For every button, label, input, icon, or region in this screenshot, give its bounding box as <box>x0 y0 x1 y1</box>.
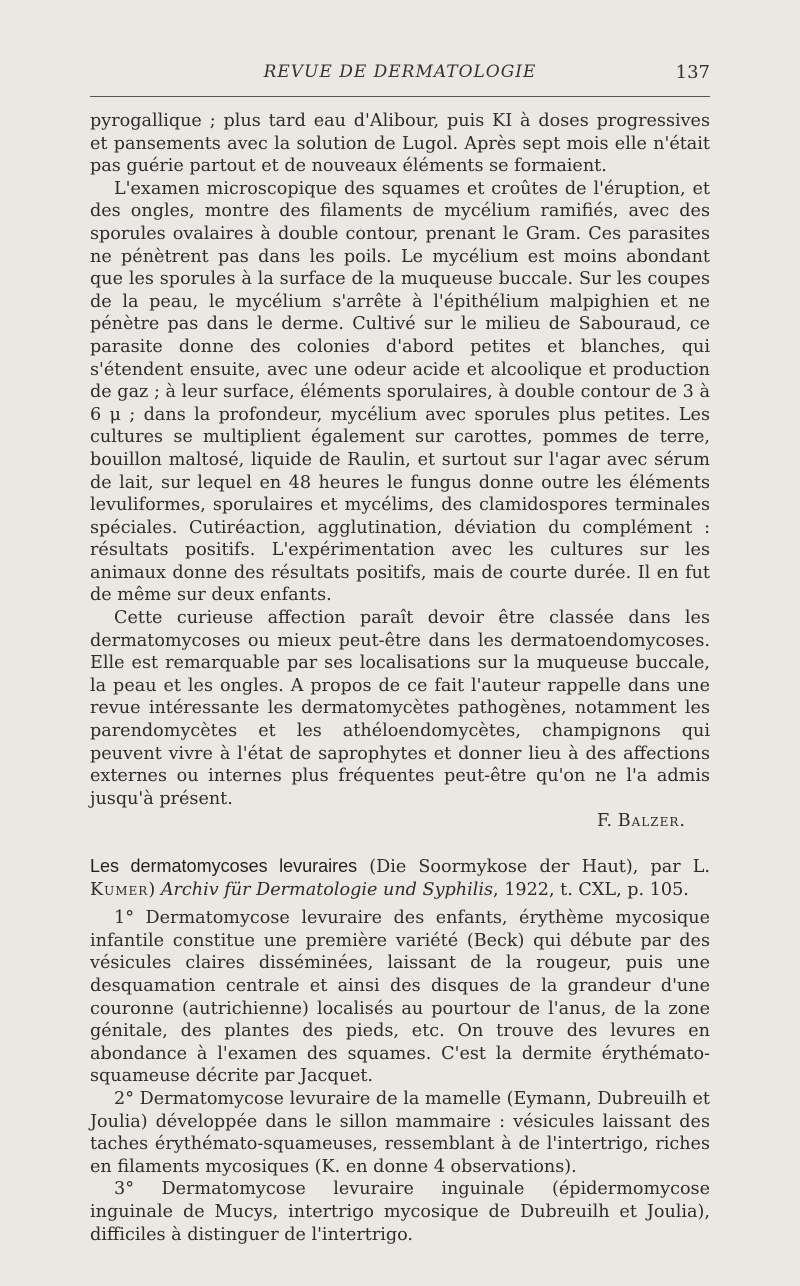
paragraph-point-3: 3° Dermatomycose levuraire inguinale (épidermomycose inguinale de Mucys, intertrigo mycosique de Dubreuilh et Joulia), difficiles à distinguer de l'intertrigo. <box>90 1179 710 1245</box>
article-german-title: (Die Soormykose der Haut), par L. <box>357 857 710 877</box>
article-citation: , 1922, t. CXL, p. 105. <box>493 879 689 900</box>
page-body <box>90 110 710 1246</box>
page-header <box>90 62 710 102</box>
paragraph-microscopy: L'examen microscopique des squames et croûtes de l'éruption, et des ongles, montre des filaments de mycélium ramifiés, avec des sporules ovalaires à double contour, prenant le Gram. Ces parasites ne pénètrent pas dans les poils. Le mycélium est moins abondant que les sporules à la surface de la muqueuse buccale. Sur les coupes de la peau, le mycélium s'arrête à l'épithélium malpighien et ne pénètre pas dans le derme. Cultivé sur le milieu de Sabouraud, ce parasite donne des colonies d'abord petites et blanches, qui s'étendent ensuite, avec une odeur acide et alcoolique et production de gaz ; à leur surface, éléments sporulaires, à double contour de 3 à 6 μ ; dans la profondeur, mycélium avec sporules plus petites. Les cultures se multiplient également sur carottes, pommes de terre, bouillon maltosé, liquide de Raulin, et surtout sur l'agar avec sérum de lait, sur lequel en 48 heures le fungus donne outre les éléments levuliformes, sporulaires et mycélims, des clamidospores terminales spéciales. Cutiréaction, agglutination, déviation du complément : résultats positifs. L'expérimentation avec les cultures sur les animaux donne des résultats positifs, mais de courte durée. Il en fut de même sur deux enfants. <box>90 178 710 606</box>
article-journal: Archiv für Dermatologie und Syphilis <box>160 879 494 900</box>
paragraph-point-1: 1° Dermatomycose levuraire des enfants, érythème mycosique infantile constitue une première variété (Beck) qui débute par des vésicules claires disséminées, laissant de la rougeur, puis une desquamation centrale et ainsi des disques de la grandeur d'une couronne (autrichienne) localisés au pourtour de l'anus, de la zone génitale, des plantes des pieds, etc. On trouve des levures en abondance à l'examen des squames. C'est la dermite érythémato-squameuse décrite par Jacquet. <box>90 908 710 1087</box>
author-signature <box>90 810 710 833</box>
page-number: 137 <box>675 62 710 83</box>
paragraph-continuation: pyrogallique ; plus tard eau d'Alibour, puis KI à doses progressives et pansements avec la solution de Lugol. Après sept mois elle n'était pas guérie partout et de nouveaux éléments se formaient. <box>90 111 710 177</box>
running-title: REVUE DE DERMATOLOGIE <box>263 62 537 82</box>
header-rule <box>90 96 710 97</box>
paragraph-point-2: 2° Dermatomycose levuraire de la mamelle (Eymann, Dubreuilh et Joulia) développée dans le sillon mammaire : vésicules laissant des taches érythémato-squameuses, ressemblant à de l'intertrigo, riches en filaments mycosiques (K. en donne 4 observations). <box>90 1088 710 1177</box>
article-author: Kumer <box>90 879 149 900</box>
signature-name: Balzer. <box>617 811 686 832</box>
article-heading <box>90 855 710 901</box>
signature-initial: F. <box>597 811 618 832</box>
article-title: Les dermatomycoses levuraires <box>90 856 358 876</box>
article-journal-prefix: ) <box>148 879 161 900</box>
paragraph-classification: Cette curieuse affection paraît devoir être classée dans les dermatomycoses ou mieux peut-être dans les dermatoendomycoses. Elle est remarquable par ses localisations sur la muqueuse buccale, la peau et les ongles. A propos de ce fait l'auteur rappelle dans une revue intéressante les dermatomycètes pathogènes, notamment les parendomycètes et les athéloendomycètes, champignons qui peuvent vivre à l'état de saprophytes et donner lieu à des affections externes ou internes plus fréquentes peut-être qu'on ne l'a admis jusqu'à présent. <box>90 608 710 809</box>
